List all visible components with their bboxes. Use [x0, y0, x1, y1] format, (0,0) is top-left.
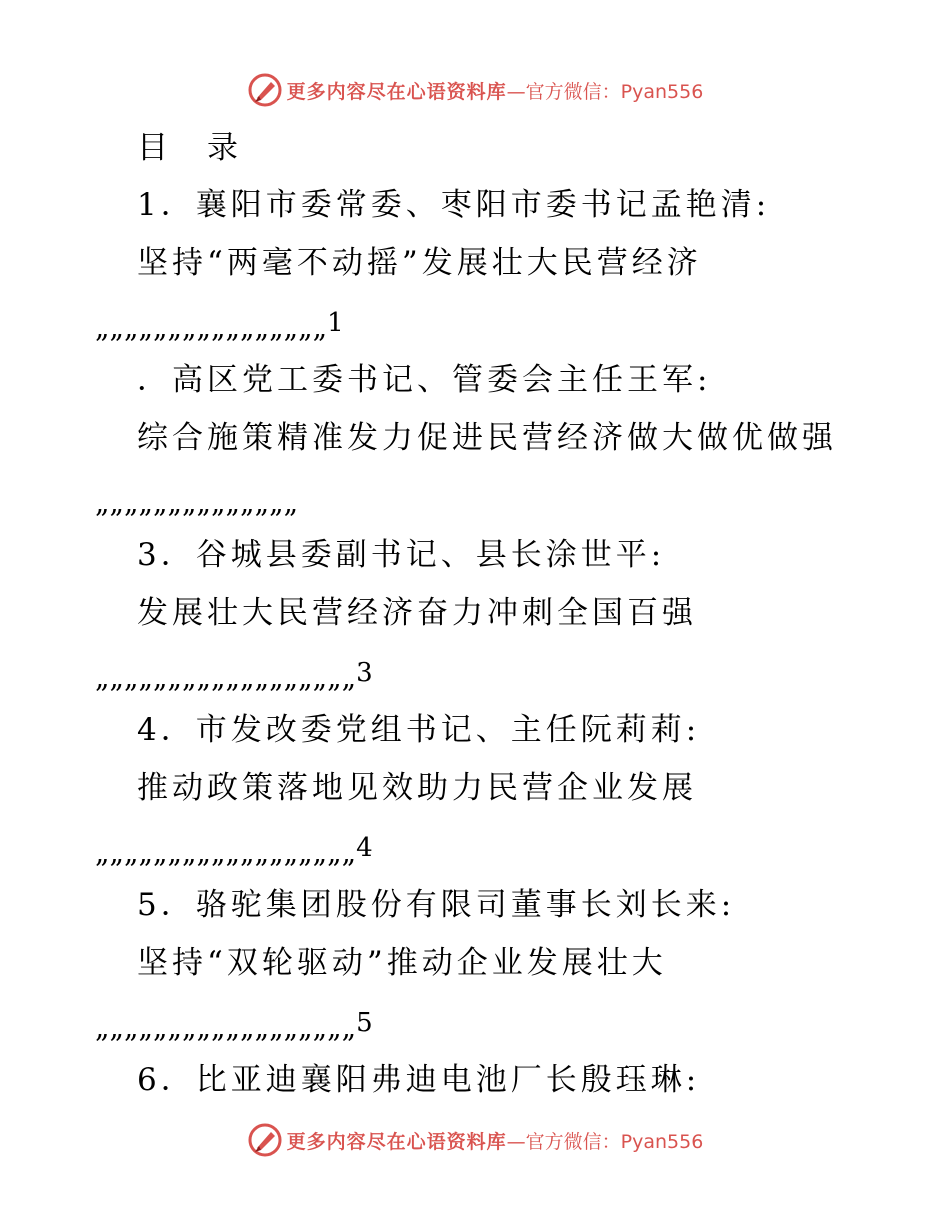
pen-badge-icon: [247, 72, 283, 108]
toc-entry-heading[interactable]: 4．市发改委党组书记、主任阮莉莉:: [137, 712, 701, 748]
watermark-text: 更多内容尽在心语资料库: [286, 1130, 507, 1153]
watermark-contact: —官方微信：Pyan556: [506, 80, 704, 103]
toc-entry-heading[interactable]: ．高区党工委书记、管委会主任王军:: [137, 362, 712, 398]
watermark-text: 更多内容尽在心语资料库: [286, 80, 507, 103]
header-watermark: [0, 70, 950, 110]
dot-leader: „„„„„„„„„„„„„„: [95, 486, 299, 519]
dot-leader: „„„„„„„„„„„„„„„„„„: [95, 1011, 357, 1044]
dot-leader: „„„„„„„„„„„„„„„„„„: [95, 836, 357, 869]
toc-entry-subtitle[interactable]: 坚持“两毫不动摇”发展壮大民营经济: [137, 245, 702, 281]
dot-leader: „„„„„„„„„„„„„„„„„„: [95, 661, 357, 694]
toc-entry-heading[interactable]: 6．比亚迪襄阳弗迪电池厂长殷珏琳:: [137, 1062, 701, 1098]
toc-entry-subtitle[interactable]: 坚持“双轮驱动”推动企业发展壮大: [137, 945, 667, 981]
toc-entry-leader: [95, 1003, 373, 1048]
toc-entry-heading[interactable]: 3．谷城县委副书记、县长涂世平:: [137, 537, 666, 573]
toc-entry-heading[interactable]: 1．襄阳市委常委、枣阳市委书记孟艳清:: [137, 187, 771, 223]
pen-badge-icon: [247, 1122, 283, 1158]
page-number: 5: [356, 1008, 373, 1038]
toc-entry-leader: [95, 828, 373, 873]
toc-entry-subtitle[interactable]: 推动政策落地见效助力民营企业发展: [137, 770, 697, 806]
toc-entry-leader: [95, 653, 373, 698]
toc-entry-subtitle[interactable]: 发展壮大民营经济奋力冲刺全国百强: [137, 595, 697, 631]
footer-watermark: [0, 1120, 950, 1160]
page-number: 4: [356, 833, 373, 863]
page-number: 3: [356, 658, 373, 688]
page-number: 1: [327, 308, 344, 338]
toc-title: 目 录: [137, 130, 242, 166]
toc-entry-leader: [95, 303, 344, 348]
toc-entry-heading[interactable]: 5．骆驼集团股份有限司董事长刘长来:: [137, 887, 736, 923]
watermark-contact: —官方微信：Pyan556: [506, 1130, 704, 1153]
toc-entry-subtitle[interactable]: 综合施策精准发力促进民营经济做大做优做强: [137, 420, 837, 456]
toc-entry-leader: [95, 478, 298, 523]
dot-leader: „„„„„„„„„„„„„„„„: [95, 311, 328, 344]
